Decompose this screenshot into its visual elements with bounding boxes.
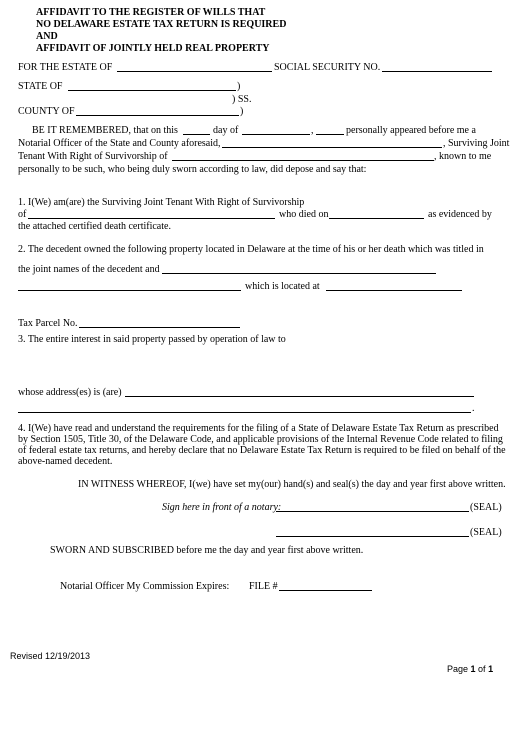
item3-period: . bbox=[472, 403, 475, 414]
intro-text-i: personally to be such, who being duly sworn according to law, did depose and say that: bbox=[18, 164, 367, 175]
notarial-officer-label: Notarial Officer My Commission Expires: bbox=[60, 581, 230, 592]
intro-text-e: Notarial Officer of the State and County aforesaid, bbox=[18, 138, 221, 149]
intro-text-d: personally appeared before me a bbox=[346, 125, 476, 136]
item2-joint-names-field[interactable] bbox=[162, 273, 436, 274]
file-number-field[interactable] bbox=[279, 590, 372, 591]
intro-text-g: Tenant With Right of Survivorship of bbox=[18, 151, 168, 162]
estate-name-field[interactable] bbox=[117, 71, 272, 72]
intro-comma: , bbox=[311, 125, 314, 136]
item3-text-a: 3. The entire interest in said property passed by operation of law to bbox=[18, 334, 286, 345]
revised-date: Revised 12/19/2013 bbox=[10, 651, 91, 661]
signature-line-2[interactable] bbox=[276, 536, 469, 537]
intro-year-field[interactable] bbox=[316, 134, 344, 135]
tax-parcel-label: Tax Parcel No. bbox=[18, 318, 78, 329]
state-label: STATE OF bbox=[18, 81, 63, 92]
state-field[interactable] bbox=[68, 90, 236, 91]
page-number: 1 bbox=[470, 664, 476, 674]
county-field[interactable] bbox=[76, 115, 239, 116]
item3-address-field-2[interactable] bbox=[18, 412, 471, 413]
form-title-line-2: NO DELAWARE ESTATE TAX RETURN IS REQUIRED bbox=[36, 19, 287, 30]
estate-label: FOR THE ESTATE OF bbox=[18, 62, 113, 73]
form-title-line-4: AFFIDAVIT OF JOINTLY HELD REAL PROPERTY bbox=[36, 43, 270, 54]
item1-decedent-field[interactable] bbox=[28, 218, 275, 219]
ss-label: ) SS. bbox=[232, 94, 252, 105]
witness-statement: IN WITNESS WHEREOF, I(we) have set my(our) hand(s) and seal(s) the day and year first above written. bbox=[78, 479, 506, 490]
item3-text-b: whose address(es) is (are) bbox=[18, 387, 122, 398]
item2-location-field[interactable] bbox=[326, 290, 462, 291]
seal-label-2: (SEAL) bbox=[470, 527, 502, 538]
item2-text-a: 2. The decedent owned the following property located in Delaware at the time of his or her death which was titled in bbox=[18, 244, 484, 255]
form-title-line-1: AFFIDAVIT TO THE REGISTER OF WILLS THAT bbox=[36, 7, 266, 18]
intro-text-b: day of bbox=[213, 125, 239, 136]
item1-text-e: the attached certified death certificate. bbox=[18, 221, 171, 232]
intro-text-a: BE IT REMEMBERED, that on this bbox=[32, 125, 178, 136]
intro-day-field[interactable] bbox=[183, 134, 210, 135]
item4-line-2: by Section 1505, Title 30, of the Delaware Code, and applicable provisions of the Internal Revenue Code related to filing bbox=[18, 434, 503, 445]
page-indicator bbox=[447, 663, 493, 675]
intro-text-h: , known to me bbox=[434, 151, 492, 162]
notary-sign-instruction: Sign here in front of a notary: bbox=[162, 502, 282, 513]
item1-text-b: of bbox=[18, 209, 27, 220]
signature-line-1[interactable] bbox=[276, 511, 469, 512]
ssn-label: SOCIAL SECURITY NO. bbox=[274, 62, 381, 73]
tax-parcel-field[interactable] bbox=[79, 327, 240, 328]
item2-joint-names-field-2[interactable] bbox=[18, 290, 241, 291]
form-title-line-3: AND bbox=[36, 31, 58, 42]
item4-line-1: 4. I(We) have read and understand the requirements for the filing of a State of Delaware Estate Tax Return as prescribed bbox=[18, 423, 499, 434]
state-paren: ) bbox=[237, 81, 241, 92]
item1-text-a: 1. I(We) am(are) the Surviving Joint Tenant With Right of Survivorship bbox=[18, 197, 305, 208]
page-of: of bbox=[475, 664, 489, 674]
page-total: 1 bbox=[488, 664, 494, 674]
item1-text-d: as evidenced by bbox=[428, 209, 492, 220]
seal-label-1: (SEAL) bbox=[470, 502, 502, 513]
ssn-field[interactable] bbox=[382, 71, 492, 72]
sworn-statement: SWORN AND SUBSCRIBED before me the day and year first above written. bbox=[50, 545, 364, 556]
surviving-tenant-field[interactable] bbox=[222, 147, 442, 148]
file-number-label: FILE # bbox=[249, 581, 278, 592]
item1-date-of-death-field[interactable] bbox=[329, 218, 424, 219]
intro-month-field[interactable] bbox=[242, 134, 310, 135]
item4-line-4: above-named decedent. bbox=[18, 456, 113, 467]
item2-text-b: the joint names of the decedent and bbox=[18, 264, 160, 275]
county-label: COUNTY OF bbox=[18, 106, 75, 117]
intro-text-f: , Surviving Joint bbox=[443, 138, 510, 149]
item4-line-3: of federal estate tax returns, and hereby declare that no Delaware Estate Tax Return is required to be filed on behalf of the bbox=[18, 445, 506, 456]
page-prefix: Page bbox=[447, 664, 471, 674]
item3-address-field[interactable] bbox=[125, 396, 474, 397]
item2-text-c: which is located at bbox=[245, 281, 320, 292]
decedent-name-field[interactable] bbox=[172, 160, 434, 161]
county-paren: ) bbox=[240, 106, 244, 117]
item1-text-c: who died on bbox=[279, 209, 329, 220]
